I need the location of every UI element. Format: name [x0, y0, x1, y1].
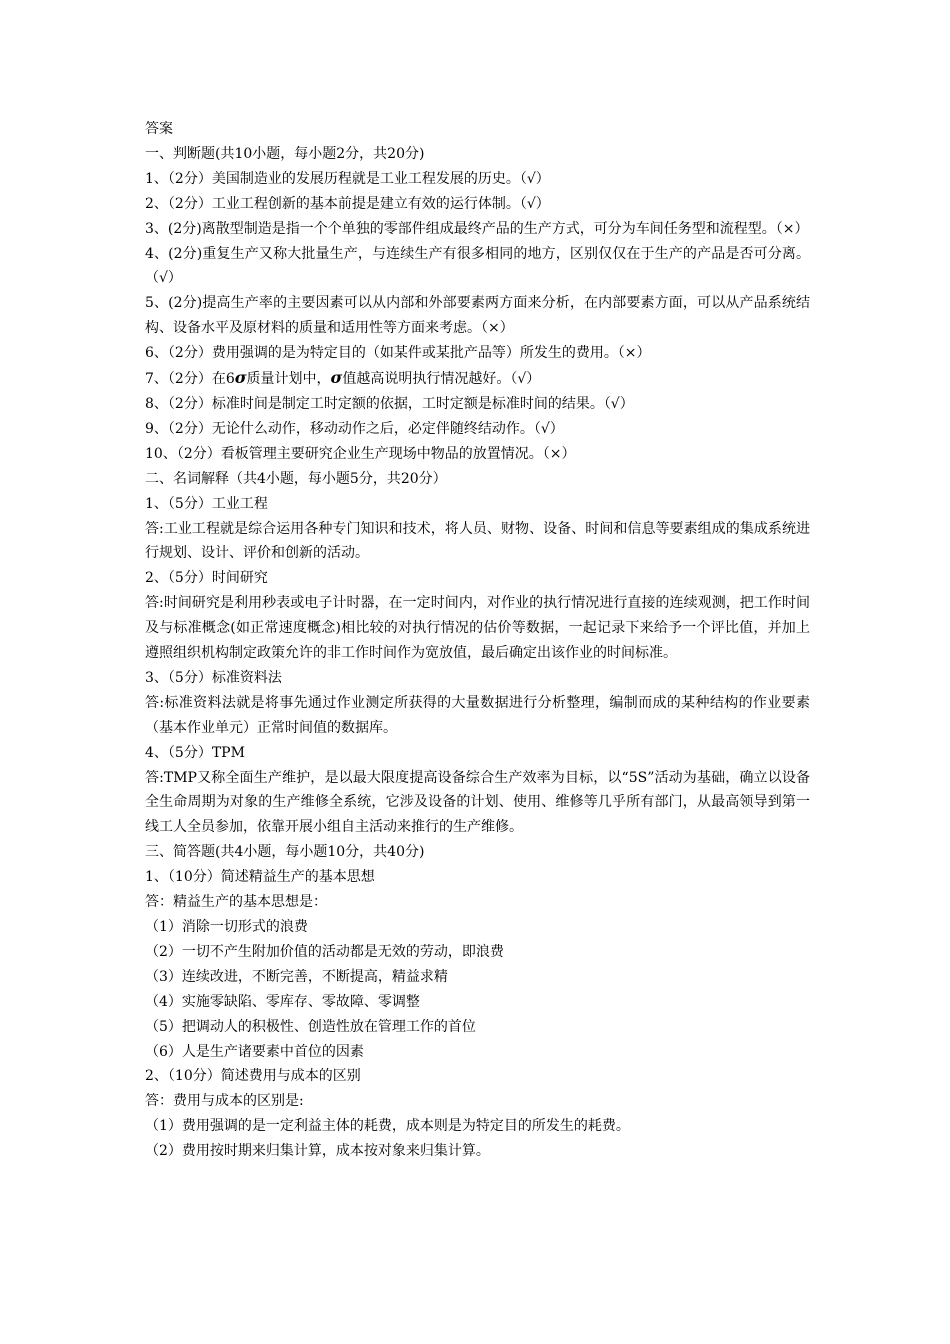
- short-answer-2-intro: 答：费用与成本的区别是:: [145, 1093, 304, 1110]
- short-answer-1-point-3: （3）连续改进，不断完善，不断提高，精益求精: [145, 968, 448, 985]
- sigma-symbol-2: σ: [330, 368, 343, 388]
- section2-heading: 二、名词解释（共4小题，每小题5分，共20分）: [145, 470, 447, 487]
- tf-item-5: 5、(2分)提高生产率的主要因素可以从内部和外部要素两方面来分析，在内部要素方面，可以从产品系统结构、设备水平及原材料的质量和适用性等方面来考虑。（×）: [145, 295, 810, 337]
- short-question-1: 1、（10分）简述精益生产的基本思想: [145, 869, 375, 886]
- term-answer-3: 答:标准资料法就是将事先通过作业测定所获得的大量数据进行分析整理，编制而成的某种结构的作业要素（基本作业单元）正常时间值的数据库。: [145, 694, 810, 736]
- short-answer-2-point-1: （1）费用强调的是一定利益主体的耗费，成本则是为特定目的所发生的耗费。: [145, 1118, 630, 1135]
- tf-item-7: [145, 366, 810, 392]
- short-question-2: 2、（10分）简述费用与成本的区别: [145, 1068, 361, 1085]
- section1-heading: 一、判断题(共10小题，每小题2分，共20分): [145, 145, 425, 162]
- term-question-2: 2、（5分）时间研究: [145, 570, 268, 587]
- short-answer-1-point-2: （2）一切不产生附加价值的活动都是无效的劳动，即浪费: [145, 943, 504, 960]
- tf-item-7-part2: 质量计划中，: [246, 371, 331, 388]
- section3-heading: 三、简答题(共4小题，每小题10分，共40分): [145, 844, 425, 861]
- term-question-3: 3、（5分）标准资料法: [145, 669, 282, 686]
- tf-item-4: 4、(2分)重复生产又称大批量生产，与连续生产有很多相同的地方，区别仅仅在于生产的产品是否可分离。（√）: [145, 245, 810, 287]
- tf-item-8: 8、（2分）标准时间是制定工时定额的依据，工时定额是标准时间的结果。（√）: [145, 395, 634, 412]
- tf-item-7-part3: 值越高说明执行情况越好。（√）: [342, 371, 541, 388]
- term-answer-2: 答:时间研究是利用秒表或电子计时器，在一定时间内，对作业的执行情况进行直接的连续观测，把工作时间及与标准概念(如正常速度概念)相比较的对执行情况的估价等数据，一起记录下来给予一个评比值，并加上遵照组织机构制定政策允许的非工作时间作为宽放值，最后确定出该作业的时间标准。: [145, 595, 810, 662]
- term-question-4: 4、（5分）TPM: [145, 744, 245, 761]
- tf-item-10: 10、（2分）看板管理主要研究企业生产现场中物品的放置情况。（×）: [145, 445, 576, 462]
- short-answer-1-point-6: （6）人是生产诸要素中首位的因素: [145, 1043, 364, 1060]
- term-question-1: 1、（5分）工业工程: [145, 495, 268, 512]
- document-page: [145, 117, 810, 1164]
- short-answer-1-intro: 答：精益生产的基本思想是：: [145, 894, 327, 911]
- document-title: 答案: [145, 121, 173, 137]
- tf-item-3: 3、(2分)离散型制造是指一个个单独的零部件组成最终产品的生产方式，可分为车间任务型和流程型。（×）: [145, 220, 809, 237]
- short-answer-2-point-2: （2）费用按时期来归集计算，成本按对象来归集计算。: [145, 1143, 490, 1160]
- short-answer-1-point-4: （4）实施零缺陷、零库存、零故障、零调整: [145, 993, 420, 1010]
- term-answer-1: 答:工业工程就是综合运用各种专门知识和技术，将人员、财物、设备、时间和信息等要素组成的集成系统进行规划、设计、评价和创新的活动。: [145, 520, 810, 562]
- tf-item-7-part1: 7、（2分）在6: [145, 371, 235, 388]
- sigma-symbol: σ: [234, 368, 247, 388]
- short-answer-1-point-1: （1）消除一切形式的浪费: [145, 919, 308, 935]
- term-answer-4: 答:TMP又称全面生产维护，是以最大限度提高设备综合生产效率为目标，以“5S”活动为基础，确立以设备全生命周期为对象的生产维修全系统，它涉及设备的计划、使用、维修等几乎所有部门，从最高领导到第一线工人全员参加，依靠开展小组自主活动来推行的生产维修。: [145, 769, 810, 836]
- tf-item-1: 1、（2分）美国制造业的发展历程就是工业工程发展的历史。（√）: [145, 170, 550, 187]
- short-answer-1-point-5: （5）把调动人的积极性、创造性放在管理工作的首位: [145, 1018, 476, 1035]
- tf-item-2: 2、（2分）工业工程创新的基本前提是建立有效的运行体制。（√）: [145, 195, 550, 212]
- tf-item-6: 6、（2分）费用强调的是为特定目的（如某件或某批产品等）所发生的费用。（×）: [145, 345, 651, 362]
- tf-item-9: 9、（2分）无论什么动作，移动动作之后，必定伴随终结动作。（√）: [145, 420, 564, 437]
